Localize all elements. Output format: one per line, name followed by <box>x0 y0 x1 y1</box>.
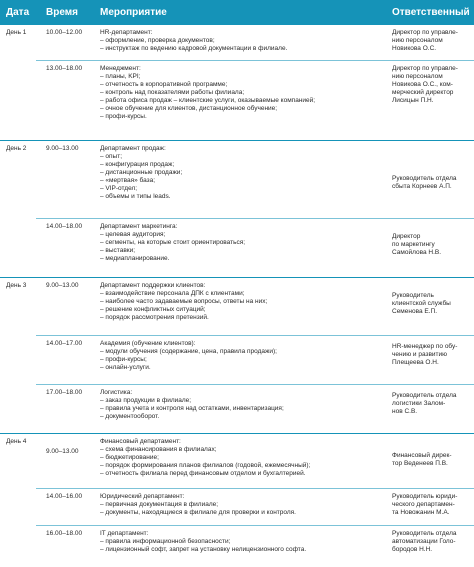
cell-event: Академия (обучение клиентов): – модули обучения (содержание, цена, правила продажи); – профи-курсы; – онлайн-услуги. <box>100 340 277 371</box>
cell-time: 17.00–18.00 <box>46 389 83 396</box>
cell-responsible: Директор по управле- нию персоналом Новикова О.С., ком- мерческий директор Лисицын П.Н. <box>392 65 458 104</box>
cell-time: 14.00–16.00 <box>46 493 83 500</box>
cell-event: IT департамент: – правила информационной безопасности; – лицензионный софт, запрет на установку нелицензионного софта. <box>100 530 307 553</box>
cell-day: День 3 <box>6 282 27 289</box>
cell-event: Департамент поддержки клиентов: – взаимодействие персонала ДПК с клиентами; – наиболее часто задаваемые вопросы, ответы на них; – решение конфликтных ситуаций; – порядок рассмотрения претензий. <box>100 282 268 321</box>
row-divider <box>36 488 474 489</box>
cell-responsible: Руководитель отдела сбыта Корнеев А.П. <box>392 175 457 190</box>
cell-time: 9.00–13.00 <box>46 448 79 455</box>
header-responsible: Ответственный <box>392 7 470 18</box>
cell-event: Финансовый департамент: – схема финансирования в филиалах; – бюджетирование; – порядок формирования планов филиалов (годовой, ежемесячный); – отчетность филиала перед финансовым отделом и бухгалтерией. <box>100 438 311 477</box>
cell-day: День 2 <box>6 145 27 152</box>
header-time: Время <box>46 7 78 18</box>
table-header <box>0 0 474 25</box>
cell-responsible: Руководитель клиентской службы Семенова Е.П. <box>392 292 451 315</box>
header-event: Мероприятие <box>100 7 167 18</box>
cell-event: Юридический департамент: – первичная документация в филиале; – документы, находящиеся в филиале для проверки и контроля. <box>100 493 296 516</box>
cell-time: 10.00–12.00 <box>46 29 83 36</box>
cell-day: День 1 <box>6 29 27 36</box>
cell-time: 16.00–18.00 <box>46 530 83 537</box>
cell-event: HR-департамент: – оформление, проверка документов; – инструктаж по ведению кадровой документации в филиале. <box>100 29 288 52</box>
day-divider <box>0 433 474 434</box>
cell-day: День 4 <box>6 438 27 445</box>
cell-responsible: Руководитель отдела логистики Залом- нов С.В. <box>392 392 457 415</box>
cell-time: 13.00–18.00 <box>46 65 83 72</box>
cell-responsible: HR-менеджер по обу- чению и развитию Плещеева О.Н. <box>392 343 458 366</box>
cell-responsible: Директор по управле- нию персоналом Новикова О.С. <box>392 29 458 52</box>
cell-event: Логистика: – заказ продукции в филиале; – правила учета и контроля над остатками, инвентаризация; – документооборот. <box>100 389 284 420</box>
cell-time: 9.00–13.00 <box>46 282 79 289</box>
day-divider <box>0 140 474 141</box>
cell-responsible: Финансовый дирек- тор Веденеев П.В. <box>392 452 452 467</box>
cell-responsible: Руководитель отдела автоматизации Голо- бородов Н.Н. <box>392 530 457 553</box>
cell-responsible: Руководитель юриди- ческого департамен- та Новожанин М.А. <box>392 493 458 516</box>
row-divider <box>36 218 474 219</box>
row-divider <box>36 384 474 385</box>
cell-event: Департамент маркетинга: – целевая аудитория; – сегменты, на которые стоит ориентироваться; – выставки; – медиапланирование. <box>100 223 246 262</box>
cell-time: 14.00–18.00 <box>46 223 83 230</box>
row-divider <box>36 335 474 336</box>
row-divider <box>36 60 474 61</box>
cell-time: 9.00–13.00 <box>46 145 79 152</box>
header-day: Дата <box>6 7 30 18</box>
cell-responsible: Директор по маркетингу Самойлова Н.В. <box>392 233 442 256</box>
cell-event: Департамент продаж: – опыт; – конфигурация продаж; – дистанционные продажи; – «мертвая» база; – VIP-отдел; – объемы и типы leads. <box>100 145 183 200</box>
cell-time: 14.00–17.00 <box>46 340 83 347</box>
day-divider <box>0 277 474 278</box>
cell-event: Менеджмент: – планы, KPI; – отчетность в корпоративной программе; – контроль над показателями работы филиала; – работа офиса продаж – клиентские услуги, оказываемые компанией; – очное обучение для клиентов, дистанционное обучение; – профи-курсы. <box>100 65 316 120</box>
row-divider <box>36 525 474 526</box>
